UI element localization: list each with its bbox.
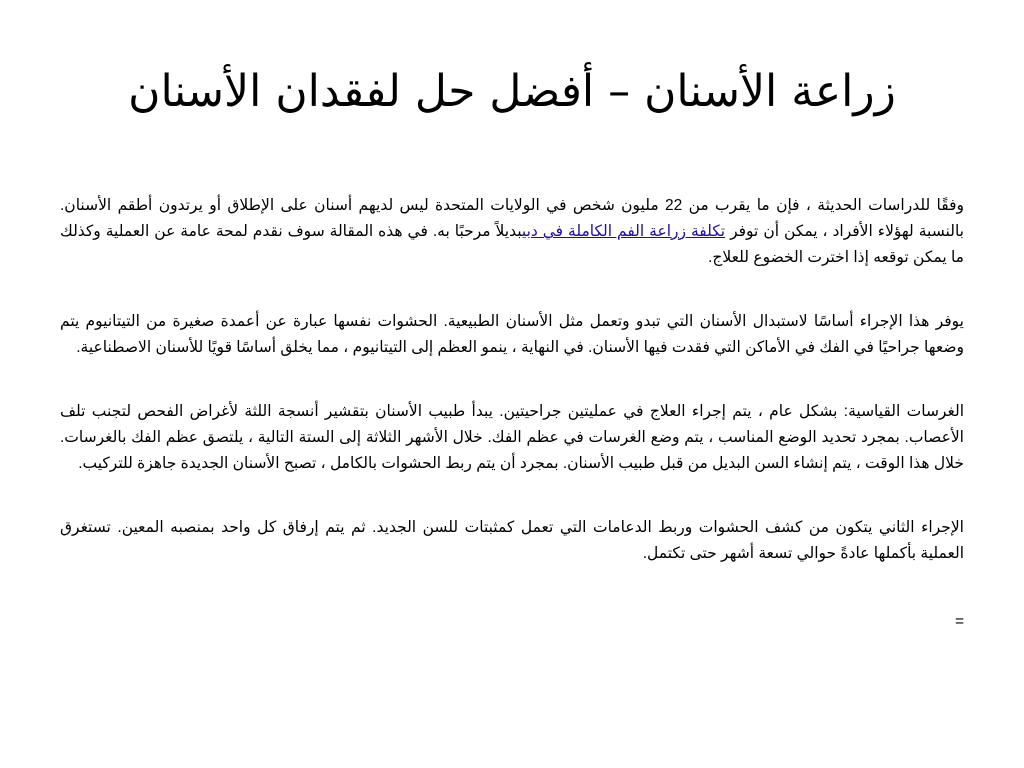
slide-title: زراعة الأسنان – أفضل حل لفقدان الأسنان xyxy=(128,66,896,117)
slide-body xyxy=(60,193,964,635)
trailing-symbol: = xyxy=(954,613,964,630)
paragraph-procedure: يوفر هذا الإجراء أساسًا لاستبدال الأسنان التي تبدو وتعمل مثل الأسنان الطبيعية. الحشوات نفسها عبارة عن أعمدة صغيرة من التيتانيوم يتم وضعها جراحيًا في الفك في الأماكن التي فقدت فيها الأسنان. في النهاية ، ينمو العظم إلى التيتانيوم ، مما يخلق أساسًا قويًا للأسنان الاصطناعية. xyxy=(60,313,964,356)
paragraph-second-procedure: الإجراء الثاني يتكون من كشف الحشوات وربط الدعامات التي تعمل كمثبتات للسن الجديد. ثم يتم إرفاق كل واحد بمنصبه المعين. تستغرق العملية بأكملها عادةً حوالي تسعة أشهر حتى تكتمل. xyxy=(60,519,964,562)
paragraph-intro-text-end: بديلاً مرحبًا به. في هذه المقالة سوف نقدم لمحة عامة عن العملية وكذلك ما يمكن توقعه إذا اخترت الخضوع للعلاج. xyxy=(60,223,964,266)
implant-cost-link[interactable]: تكلفة زراعة الفم الكاملة في دبي xyxy=(521,223,726,240)
paragraph-standard-implants: الغرسات القياسية: بشكل عام ، يتم إجراء العلاج في عمليتين جراحيتين. يبدأ طبيب الأسنان بتقشير أنسجة اللثة لأغراض الفحص لتجنب تلف الأعصاب. بمجرد تحديد الوضع المناسب ، يتم وضع الغرسات في عظم الفك. خلال الأشهر الثلاثة إلى الستة التالية ، يلتصق عظم الفك بالغرسات. خلال هذا الوقت ، يتم إنشاء السن البديل من قبل طبيب الأسنان. بمجرد أن يتم ربط الحشوات بالكامل ، تصبح الأسنان الجديدة جاهزة للتركيب. xyxy=(60,403,964,472)
paragraph-intro xyxy=(60,193,964,271)
paragraph-intro-text-start: وفقًا للدراسات الحديثة ، فإن ما يقرب من 22 مليون شخص في الولايات المتحدة ليس لديهم أسنان على الإطلاق أو يرتدون أطقم الأسنان. بالنسبة لهؤلاء الأفراد ، يمكن أن توفر xyxy=(60,197,964,240)
